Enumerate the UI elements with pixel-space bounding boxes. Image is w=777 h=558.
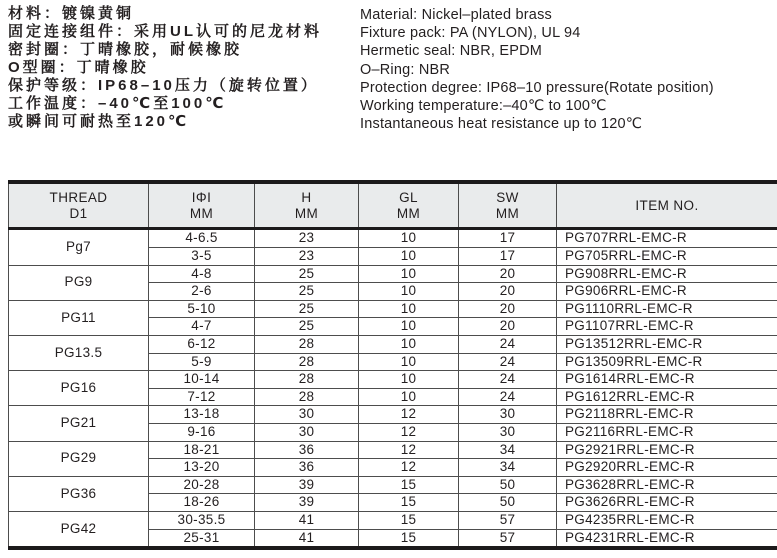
cell-gl: 12 — [359, 441, 459, 459]
cell-diameter: 25-31 — [149, 529, 255, 548]
spec-line-en-oring: O–Ring: NBR — [360, 61, 451, 78]
spec-line-en-fixture: Fixture pack: PA (NYLON), UL 94 — [360, 25, 581, 42]
cell-h: 41 — [255, 511, 359, 529]
col-header-sw-line1: SW — [496, 190, 519, 206]
cell-sw: 57 — [459, 511, 557, 529]
cell-thread: PG42 — [9, 511, 149, 548]
cell-gl: 10 — [359, 371, 459, 389]
cell-item-no: PG1612RRL-EMC-R — [557, 388, 777, 406]
cell-thread: PG29 — [9, 441, 149, 476]
cell-diameter: 13-18 — [149, 406, 255, 424]
cell-sw: 24 — [459, 353, 557, 371]
spec-line-cn-seal: 密封圈：丁晴橡胶，耐候橡胶 — [8, 41, 243, 58]
spec-line-cn-fixture: 固定连接组件：采用UL认可的尼龙材料 — [8, 23, 322, 40]
cell-diameter: 20-28 — [149, 476, 255, 494]
col-header-diameter-line1: IΦI — [191, 190, 212, 206]
cell-sw: 20 — [459, 283, 557, 301]
cell-diameter: 30-35.5 — [149, 511, 255, 529]
cell-item-no: PG2921RRL-EMC-R — [557, 441, 777, 459]
cell-thread: Pg7 — [9, 229, 149, 265]
cell-sw: 34 — [459, 459, 557, 477]
table-row — [9, 265, 777, 283]
cell-gl: 10 — [359, 229, 459, 248]
cell-item-no: PG13509RRL-EMC-R — [557, 353, 777, 371]
table-row — [9, 441, 777, 459]
cell-item-no: PG707RRL-EMC-R — [557, 229, 777, 248]
col-header-thread-line1: THREAD — [49, 190, 108, 206]
col-header-h — [255, 182, 359, 229]
spec-line-en-instant-heat: Instantaneous heat resistance up to 120℃ — [360, 116, 643, 133]
spec-line-en-seal: Hermetic seal: NBR, EPDM — [360, 43, 543, 60]
cell-h: 23 — [255, 248, 359, 266]
spec-line-cn-temperature: 工作温度：–40℃至100℃ — [8, 95, 227, 112]
table-row — [9, 229, 777, 248]
cell-h: 25 — [255, 318, 359, 336]
col-header-diameter-line2: MM — [189, 206, 214, 222]
col-header-gl-line1: GL — [399, 190, 418, 206]
table-row — [9, 511, 777, 529]
cell-gl: 10 — [359, 353, 459, 371]
specs-english — [360, 5, 777, 133]
cell-h: 28 — [255, 388, 359, 406]
cell-diameter: 4-8 — [149, 265, 255, 283]
spec-line-cn-oring: O型圈：丁晴橡胶 — [8, 59, 149, 76]
cell-gl: 10 — [359, 283, 459, 301]
col-header-h-line1: H — [301, 190, 312, 206]
cell-gl: 10 — [359, 335, 459, 353]
spec-line-cn-material: 材料：镀镍黄铜 — [8, 5, 135, 22]
cell-sw: 24 — [459, 388, 557, 406]
cell-diameter: 13-20 — [149, 459, 255, 477]
cell-gl: 12 — [359, 423, 459, 441]
cell-gl: 10 — [359, 248, 459, 266]
cell-sw: 20 — [459, 300, 557, 318]
cell-gl: 10 — [359, 388, 459, 406]
cell-thread: PG11 — [9, 300, 149, 335]
cell-diameter: 5-9 — [149, 353, 255, 371]
cell-sw: 30 — [459, 423, 557, 441]
cell-thread: PG13.5 — [9, 335, 149, 370]
cell-h: 23 — [255, 229, 359, 248]
cell-gl: 10 — [359, 265, 459, 283]
col-header-thread — [9, 182, 149, 229]
cell-diameter: 18-21 — [149, 441, 255, 459]
col-header-sw — [459, 182, 557, 229]
cell-diameter: 5-10 — [149, 300, 255, 318]
cell-sw: 24 — [459, 371, 557, 389]
cell-diameter: 9-16 — [149, 423, 255, 441]
cell-gl: 10 — [359, 300, 459, 318]
spec-line-cn-protection: 保护等级：IP68–10压力（旋转位置） — [8, 77, 319, 94]
cell-sw: 34 — [459, 441, 557, 459]
col-header-h-line2: MM — [294, 206, 319, 222]
cell-h: 28 — [255, 335, 359, 353]
cell-item-no: PG2116RRL-EMC-R — [557, 423, 777, 441]
cell-sw: 50 — [459, 494, 557, 512]
cell-h: 30 — [255, 423, 359, 441]
table-row — [9, 371, 777, 389]
cell-gl: 12 — [359, 406, 459, 424]
cell-item-no: PG3628RRL-EMC-R — [557, 476, 777, 494]
cell-item-no: PG908RRL-EMC-R — [557, 265, 777, 283]
cell-diameter: 7-12 — [149, 388, 255, 406]
cell-item-no: PG1110RRL-EMC-R — [557, 300, 777, 318]
spec-line-en-temperature: Working temperature:–40℃ to 100℃ — [360, 98, 607, 115]
cell-thread: PG16 — [9, 371, 149, 406]
cell-item-no: PG2118RRL-EMC-R — [557, 406, 777, 424]
cell-gl: 12 — [359, 459, 459, 477]
cell-sw: 20 — [459, 318, 557, 336]
cell-diameter: 6-12 — [149, 335, 255, 353]
col-header-item-no: ITEM NO. — [557, 182, 777, 229]
cell-sw: 50 — [459, 476, 557, 494]
col-header-sw-line2: MM — [495, 206, 520, 222]
cell-h: 36 — [255, 459, 359, 477]
cell-diameter: 3-5 — [149, 248, 255, 266]
cell-h: 28 — [255, 353, 359, 371]
spec-line-en-protection: Protection degree: IP68–10 pressure(Rotate position) — [360, 79, 714, 96]
specs-chinese — [8, 5, 360, 131]
cell-diameter: 18-26 — [149, 494, 255, 512]
col-header-gl-line2: MM — [396, 206, 421, 222]
cell-item-no: PG4231RRL-EMC-R — [557, 529, 777, 548]
spec-line-cn-instant-heat: 或瞬间可耐热至120℃ — [8, 113, 190, 130]
cell-h: 25 — [255, 300, 359, 318]
cell-h: 28 — [255, 371, 359, 389]
specs-section — [8, 5, 777, 133]
cell-item-no: PG4235RRL-EMC-R — [557, 511, 777, 529]
cell-item-no: PG906RRL-EMC-R — [557, 283, 777, 301]
cell-item-no: PG2920RRL-EMC-R — [557, 459, 777, 477]
cell-diameter: 2-6 — [149, 283, 255, 301]
cell-diameter: 10-14 — [149, 371, 255, 389]
cell-thread: PG9 — [9, 265, 149, 300]
table-header — [9, 182, 777, 229]
cell-thread: PG36 — [9, 476, 149, 511]
cell-h: 41 — [255, 529, 359, 548]
cell-h: 39 — [255, 494, 359, 512]
cell-gl: 15 — [359, 476, 459, 494]
cell-gl: 15 — [359, 529, 459, 548]
table-row — [9, 406, 777, 424]
table-row — [9, 476, 777, 494]
cell-gl: 10 — [359, 318, 459, 336]
cell-h: 39 — [255, 476, 359, 494]
cell-item-no: PG3626RRL-EMC-R — [557, 494, 777, 512]
cell-gl: 15 — [359, 494, 459, 512]
cell-thread: PG21 — [9, 406, 149, 441]
table-body — [9, 229, 777, 548]
cell-diameter: 4-6.5 — [149, 229, 255, 248]
cell-item-no: PG705RRL-EMC-R — [557, 248, 777, 266]
cell-h: 25 — [255, 265, 359, 283]
cell-h: 25 — [255, 283, 359, 301]
cell-sw: 57 — [459, 529, 557, 548]
cell-h: 30 — [255, 406, 359, 424]
cell-gl: 15 — [359, 511, 459, 529]
cell-item-no: PG13512RRL-EMC-R — [557, 335, 777, 353]
col-header-gl — [359, 182, 459, 229]
cell-item-no: PG1614RRL-EMC-R — [557, 371, 777, 389]
col-header-diameter — [149, 182, 255, 229]
cell-h: 36 — [255, 441, 359, 459]
table-row — [9, 300, 777, 318]
col-header-thread-line2: D1 — [69, 206, 88, 222]
cell-sw: 24 — [459, 335, 557, 353]
cell-sw: 20 — [459, 265, 557, 283]
cell-diameter: 4-7 — [149, 318, 255, 336]
cell-sw: 17 — [459, 248, 557, 266]
cell-item-no: PG1107RRL-EMC-R — [557, 318, 777, 336]
spec-line-en-material: Material: Nickel–plated brass — [360, 7, 552, 23]
product-spec-table — [8, 180, 777, 550]
table-row — [9, 335, 777, 353]
header-row — [9, 182, 777, 229]
cell-sw: 30 — [459, 406, 557, 424]
cell-sw: 17 — [459, 229, 557, 248]
